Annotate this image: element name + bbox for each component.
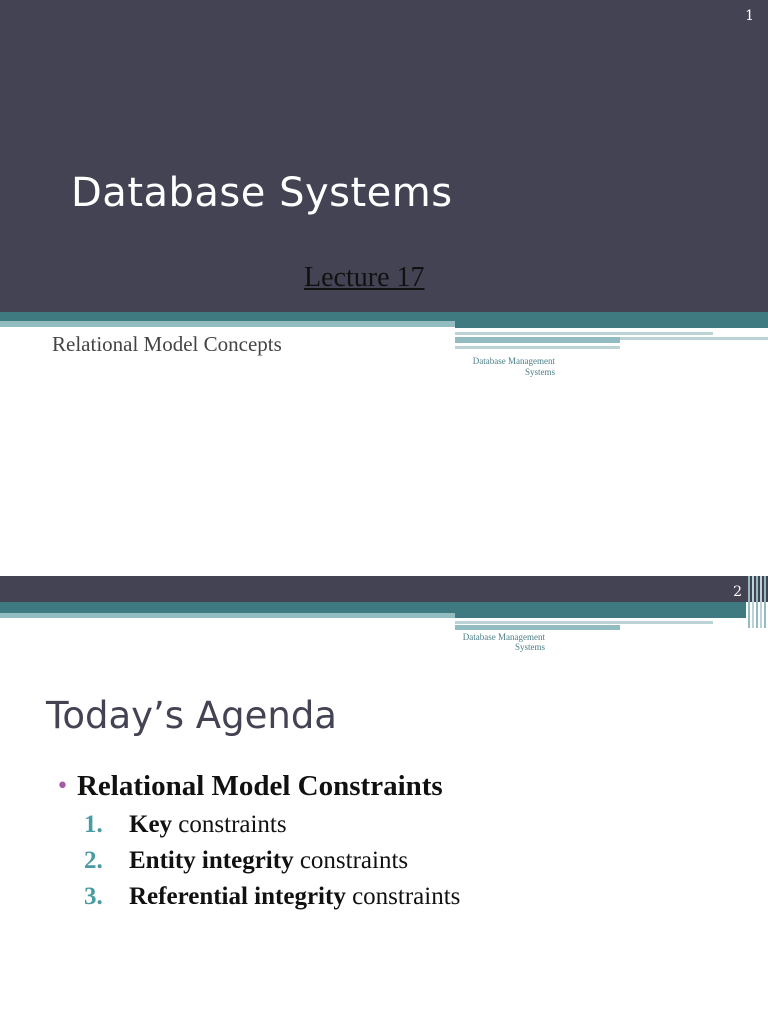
item-bold-text: Key: [129, 811, 173, 838]
bullet-marker: •: [56, 774, 69, 799]
numbered-item: [84, 847, 408, 875]
item-text: constraints: [293, 847, 409, 874]
footer-line-1: Database Management: [472, 356, 555, 366]
slide-title: Today’s Agenda: [46, 694, 337, 737]
slide-subtitle: Relational Model Concepts: [52, 332, 282, 356]
slide-2: [0, 576, 768, 1024]
slide-number: 1: [745, 8, 754, 24]
footer-text: [455, 632, 545, 652]
item-bold-text: Entity integrity: [129, 847, 294, 874]
item-number: 2.: [84, 847, 103, 874]
footer-text: [455, 356, 555, 378]
item-text: constraints: [172, 811, 287, 838]
item-text: constraints: [345, 883, 461, 910]
item-bold-text: Referential integrity: [129, 883, 346, 910]
slide-title: Database Systems: [71, 170, 453, 216]
footer-line-2: Systems: [514, 642, 545, 652]
bullet-text: Relational Model Constraints: [76, 770, 443, 802]
footer-line-2: Systems: [524, 367, 555, 377]
header-band: [0, 576, 768, 602]
footer-line-1: Database Management: [462, 632, 545, 642]
lecture-label: Lecture 17: [304, 262, 425, 293]
item-number: 3.: [84, 883, 103, 910]
slide-number: 2: [733, 584, 742, 600]
bullet-item: [56, 770, 443, 803]
numbered-item: [84, 883, 460, 911]
item-number: 1.: [84, 811, 103, 838]
numbered-item: [84, 811, 287, 839]
decorative-stripes: [0, 602, 768, 632]
